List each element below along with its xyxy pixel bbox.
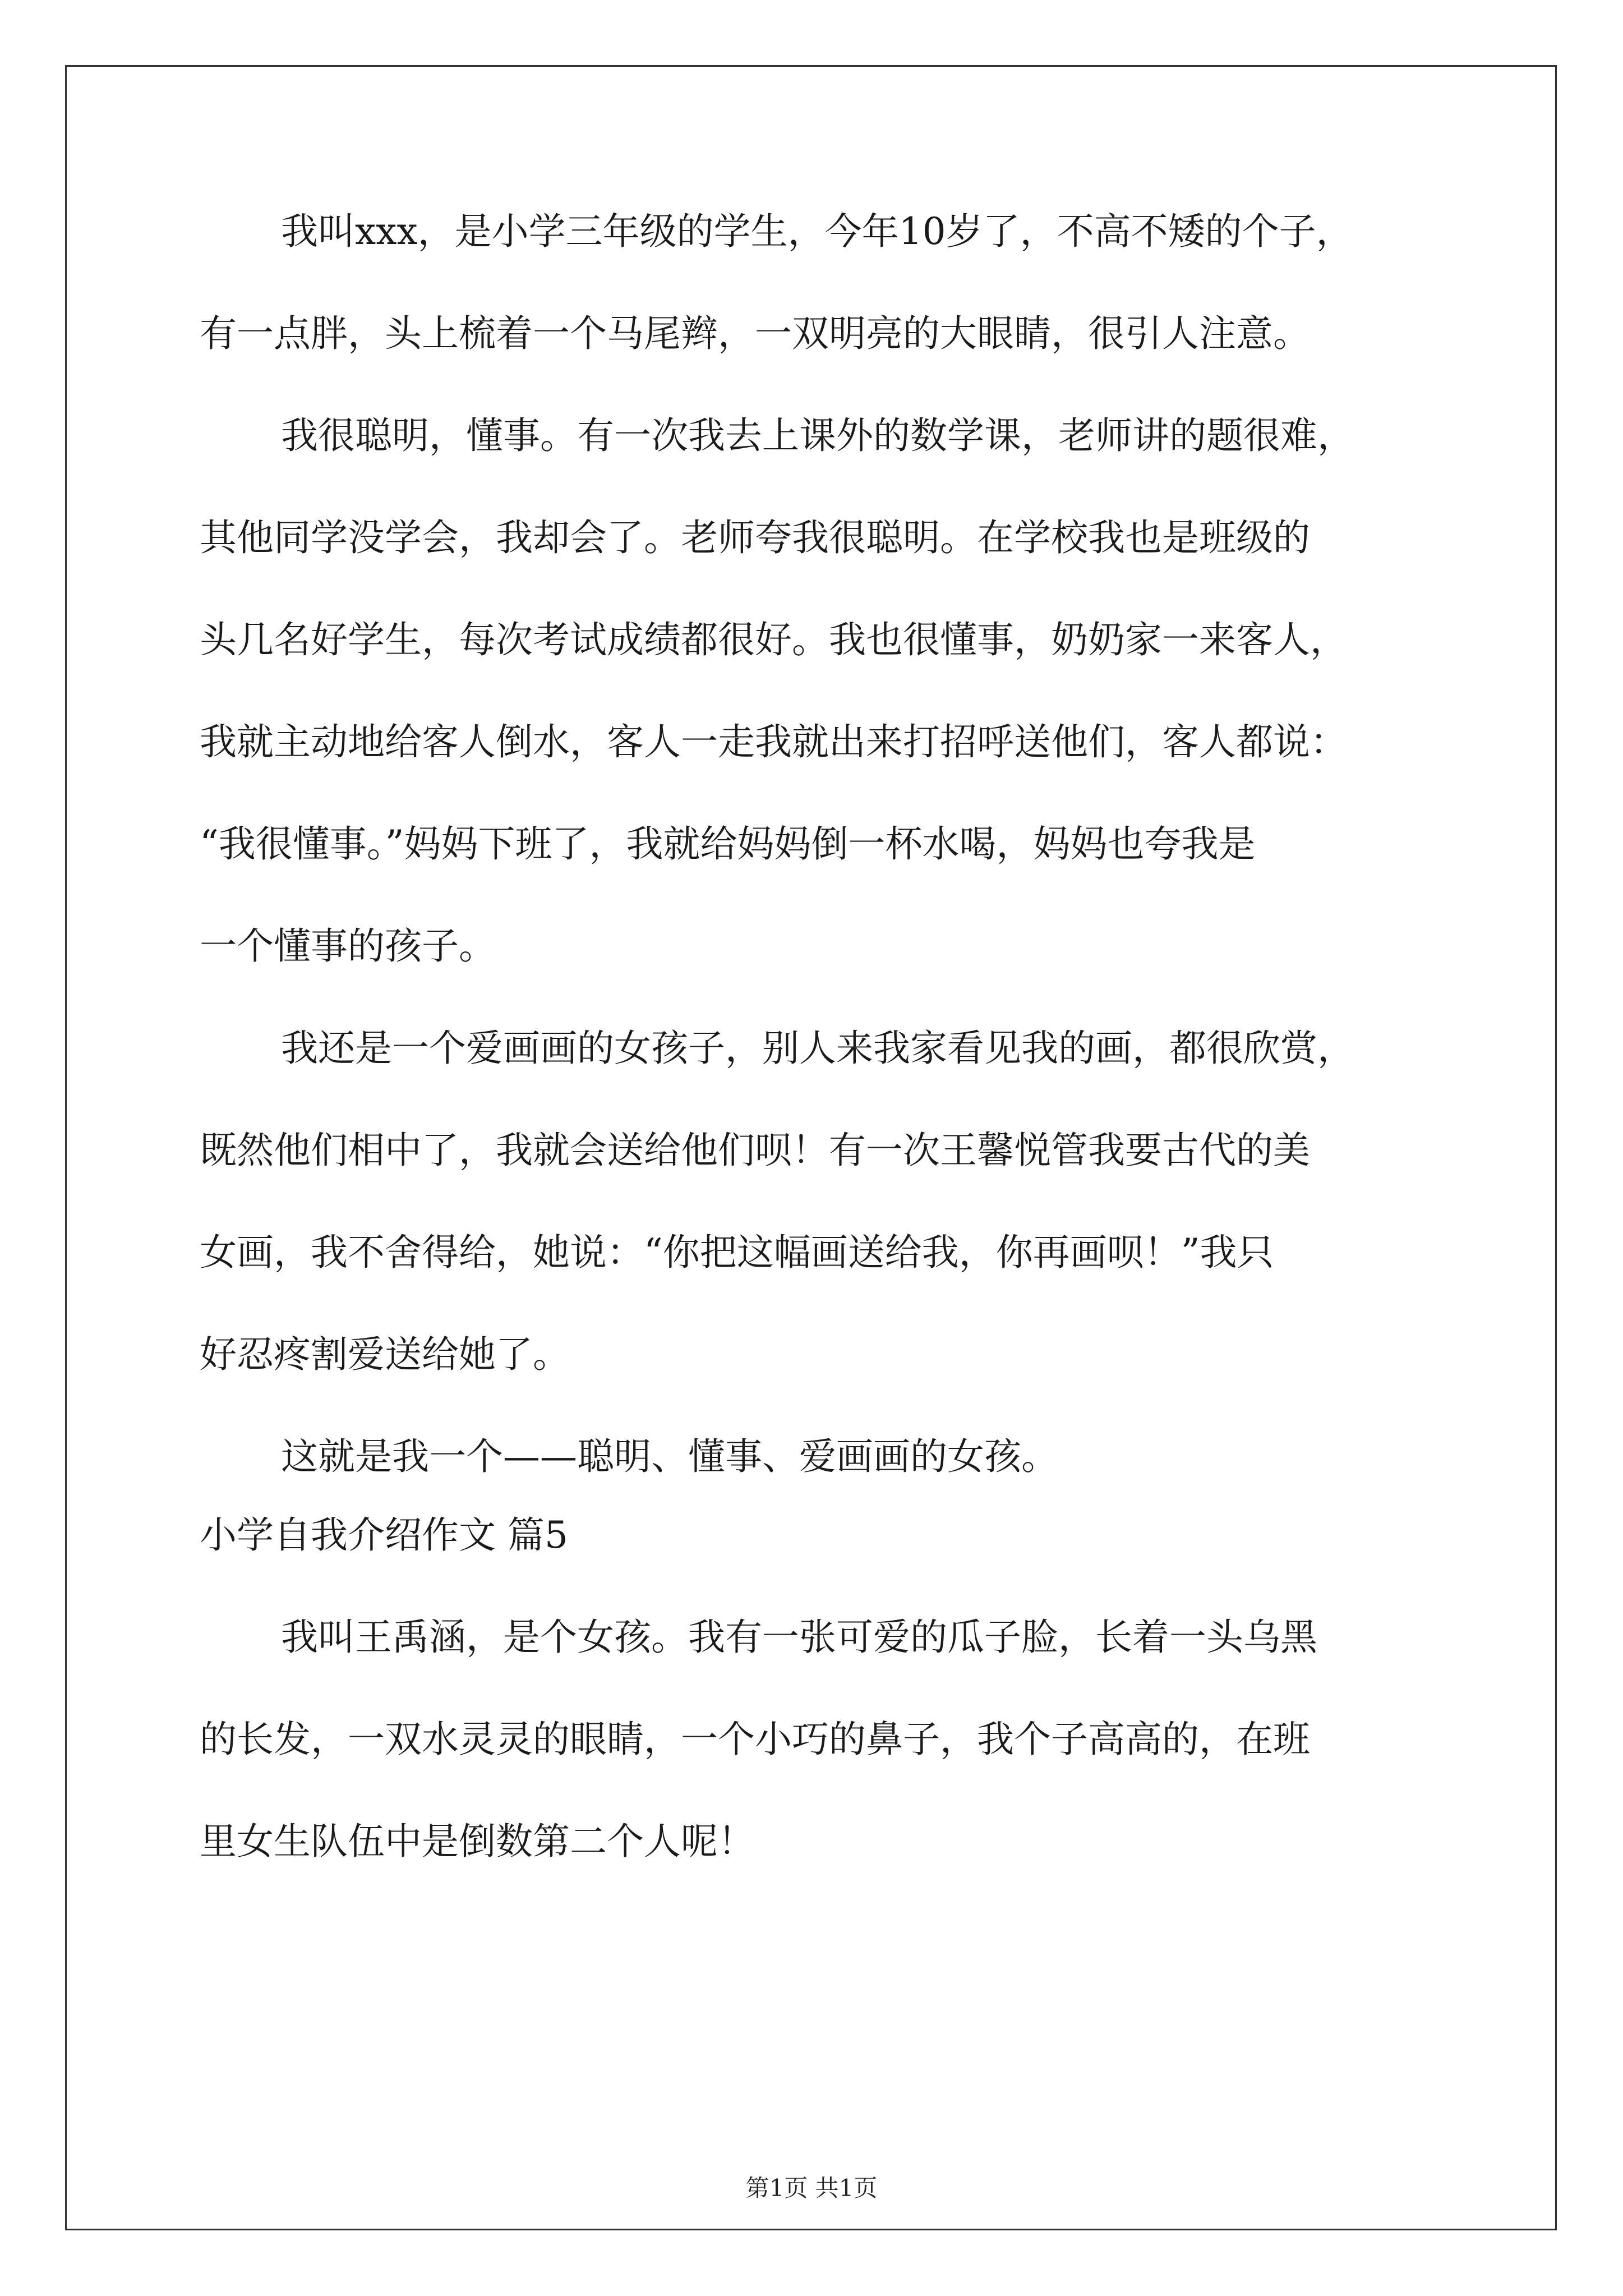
paragraph-1-line-2: 有一点胖，头上梳着一个马尾辫，一双明亮的大眼睛，很引人注意。 [200, 312, 1310, 355]
paragraph-1-line-1: 我叫xxx，是小学三年级的学生，今年10岁了，不高不矮的个子， [281, 210, 1353, 253]
paragraph-3-line-4: 好忍疼割爱送给她了。 [200, 1333, 570, 1376]
paragraph-2-line-5: “我很懂事。”妈妈下班了，我就给妈妈倒一杯水喝，妈妈也夸我是 [200, 822, 1256, 866]
document-body [200, 210, 1461, 1925]
paragraph-5-line-1: 我叫王禹涵，是个女孩。我有一张可爱的瓜子脸，长着一头乌黑 [281, 1616, 1317, 1659]
paragraph-2-line-3: 头几名好学生，每次考试成绩都很好。我也很懂事，奶奶家一来客人， [200, 618, 1347, 661]
paragraph-4-line-1: 这就是我一个——聪明、懂事、爱画画的女孩。 [281, 1435, 1058, 1478]
paragraph-2-line-2: 其他同学没学会，我却会了。老师夸我很聪明。在学校我也是班级的 [200, 516, 1310, 559]
paragraph-2-line-4: 我就主动地给客人倒水，客人一走我就出来打招呼送他们，客人都说： [200, 720, 1347, 763]
paragraph-2-line-1: 我很聪明，懂事。有一次我去上课外的数学课，老师讲的题很难， [281, 414, 1354, 457]
section-heading: 小学自我介绍作文 篇5 [200, 1513, 568, 1557]
page-footer: 第1页 共1页 [745, 2174, 878, 2202]
paragraph-3-line-2: 既然他们相中了，我就会送给他们呗！有一次王馨悦管我要古代的美 [200, 1129, 1310, 1172]
paragraph-3-line-3: 女画，我不舍得给，她说：“你把这幅画送给我，你再画呗！”我只 [200, 1231, 1274, 1274]
paragraph-5-line-3: 里女生队伍中是倒数第二个人呢！ [200, 1820, 755, 1863]
paragraph-3-line-1: 我还是一个爱画画的女孩子，别人来我家看见我的画，都很欣赏， [281, 1027, 1354, 1070]
paragraph-2-line-6: 一个懂事的孩子。 [200, 924, 496, 968]
paragraph-5-line-2: 的长发，一双水灵灵的眼睛，一个小巧的鼻子，我个子高高的，在班 [200, 1718, 1310, 1761]
